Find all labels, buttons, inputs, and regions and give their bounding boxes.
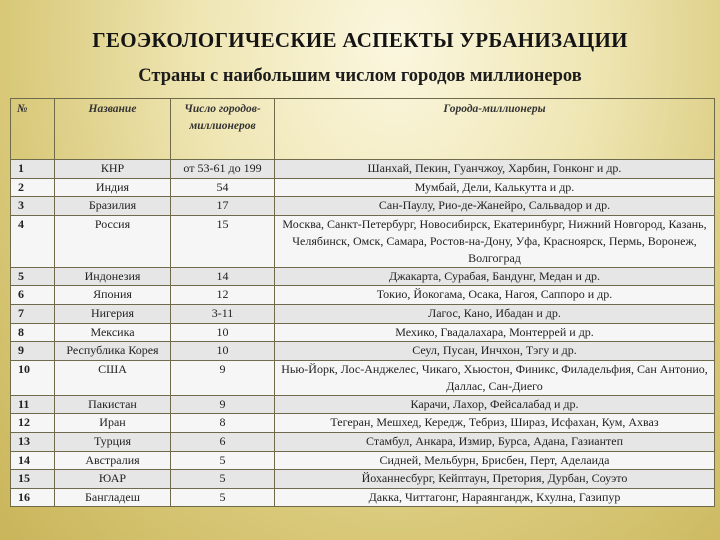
city-list: Москва, Санкт-Петербург, Новосибирск, Екатеринбург, Нижний Новгород, Казань, Челябинск, Омск, Самара, Ростов-на-Дону, Уфа, Красноярск, Пермь, Воронеж, Волгоград xyxy=(275,215,715,267)
row-number: 7 xyxy=(11,304,55,323)
row-number: 6 xyxy=(11,286,55,305)
city-list: Мехико, Гвадалахара, Монтеррей и др. xyxy=(275,323,715,342)
row-number: 11 xyxy=(11,395,55,414)
city-list: Лагос, Кано, Ибадан и др. xyxy=(275,304,715,323)
table-row xyxy=(11,432,715,451)
country-name: Индия xyxy=(55,178,171,197)
country-name: Иран xyxy=(55,414,171,433)
table-row xyxy=(11,488,715,507)
country-name: Нигерия xyxy=(55,304,171,323)
row-number: 5 xyxy=(11,267,55,286)
table-row xyxy=(11,267,715,286)
megacity-count: 5 xyxy=(171,451,275,470)
table-row xyxy=(11,323,715,342)
country-name: США xyxy=(55,360,171,395)
row-number: 4 xyxy=(11,215,55,267)
row-number: 12 xyxy=(11,414,55,433)
country-name: Бангладеш xyxy=(55,488,171,507)
country-name: Турция xyxy=(55,432,171,451)
city-list: Нью-Йорк, Лос-Анджелес, Чикаго, Хьюстон, Финикс, Филадельфия, Сан Антонио, Даллас, Сан-Диего xyxy=(275,360,715,395)
country-name: Республика Корея xyxy=(55,342,171,361)
row-number: 8 xyxy=(11,323,55,342)
slide-subtitle: Страны с наибольшим числом городов миллионеров xyxy=(138,66,582,86)
row-number: 15 xyxy=(11,470,55,489)
city-list: Сеул, Пусан, Инчхон, Тэгу и др. xyxy=(275,342,715,361)
table-header-row xyxy=(11,99,715,160)
country-name: Индонезия xyxy=(55,267,171,286)
megacity-count: 9 xyxy=(171,395,275,414)
megacity-count: 14 xyxy=(171,267,275,286)
table-row xyxy=(11,304,715,323)
megacity-count: 12 xyxy=(171,286,275,305)
country-name: Япония xyxy=(55,286,171,305)
country-name: ЮАР xyxy=(55,470,171,489)
megacity-count: 5 xyxy=(171,488,275,507)
table-row xyxy=(11,286,715,305)
megacity-count: от 53-61 до 199 xyxy=(171,160,275,179)
table-row xyxy=(11,197,715,216)
table-row xyxy=(11,451,715,470)
row-number: 9 xyxy=(11,342,55,361)
city-list: Сан-Паулу, Рио-де-Жанейро, Сальвадор и др. xyxy=(275,197,715,216)
city-list: Карачи, Лахор, Фейсалабад и др. xyxy=(275,395,715,414)
city-list: Шанхай, Пекин, Гуанчжоу, Харбин, Гонконг и др. xyxy=(275,160,715,179)
megacity-count: 3-11 xyxy=(171,304,275,323)
megacity-count: 9 xyxy=(171,360,275,395)
megacity-count: 10 xyxy=(171,323,275,342)
country-name: Австралия xyxy=(55,451,171,470)
table-row xyxy=(11,215,715,267)
city-list: Дакка, Читтагонг, Нараянгандж, Кхулна, Газипур xyxy=(275,488,715,507)
megacity-count: 54 xyxy=(171,178,275,197)
row-number: 3 xyxy=(11,197,55,216)
city-list: Стамбул, Анкара, Измир, Бурса, Адана, Газиантеп xyxy=(275,432,715,451)
city-list: Тегеран, Мешхед, Кередж, Тебриз, Шираз, Исфахан, Кум, Ахваз xyxy=(275,414,715,433)
country-name: Пакистан xyxy=(55,395,171,414)
megacity-count: 10 xyxy=(171,342,275,361)
city-list: Сидней, Мельбурн, Брисбен, Перт, Аделаида xyxy=(275,451,715,470)
megacity-count: 8 xyxy=(171,414,275,433)
country-name: Мексика xyxy=(55,323,171,342)
table-row xyxy=(11,470,715,489)
row-number: 16 xyxy=(11,488,55,507)
header-name: Название xyxy=(55,99,171,160)
slide-title: ГЕОЭКОЛОГИЧЕСКИЕ АСПЕКТЫ УРБАНИЗАЦИИ xyxy=(92,28,628,52)
country-name: Россия xyxy=(55,215,171,267)
row-number: 1 xyxy=(11,160,55,179)
row-number: 14 xyxy=(11,451,55,470)
city-list: Мумбай, Дели, Калькутта и др. xyxy=(275,178,715,197)
table-row xyxy=(11,160,715,179)
city-list: Токио, Йокогама, Осака, Нагоя, Саппоро и др. xyxy=(275,286,715,305)
table-row xyxy=(11,395,715,414)
country-name: Бразилия xyxy=(55,197,171,216)
country-name: КНР xyxy=(55,160,171,179)
city-list: Йоханнесбург, Кейптаун, Претория, Дурбан, Соуэто xyxy=(275,470,715,489)
row-number: 2 xyxy=(11,178,55,197)
megacity-count: 17 xyxy=(171,197,275,216)
megacity-count: 15 xyxy=(171,215,275,267)
table-body xyxy=(11,160,715,507)
table-row xyxy=(11,360,715,395)
table-row xyxy=(11,342,715,361)
header-number: № xyxy=(11,99,55,160)
header-cities: Города-миллионеры xyxy=(275,99,715,160)
megacities-table xyxy=(10,98,715,507)
row-number: 10 xyxy=(11,360,55,395)
city-list: Джакарта, Сурабая, Бандунг, Медан и др. xyxy=(275,267,715,286)
table-row xyxy=(11,178,715,197)
table-row xyxy=(11,414,715,433)
megacity-count: 6 xyxy=(171,432,275,451)
megacity-count: 5 xyxy=(171,470,275,489)
header-count: Число городов-миллионеров xyxy=(171,99,275,160)
row-number: 13 xyxy=(11,432,55,451)
